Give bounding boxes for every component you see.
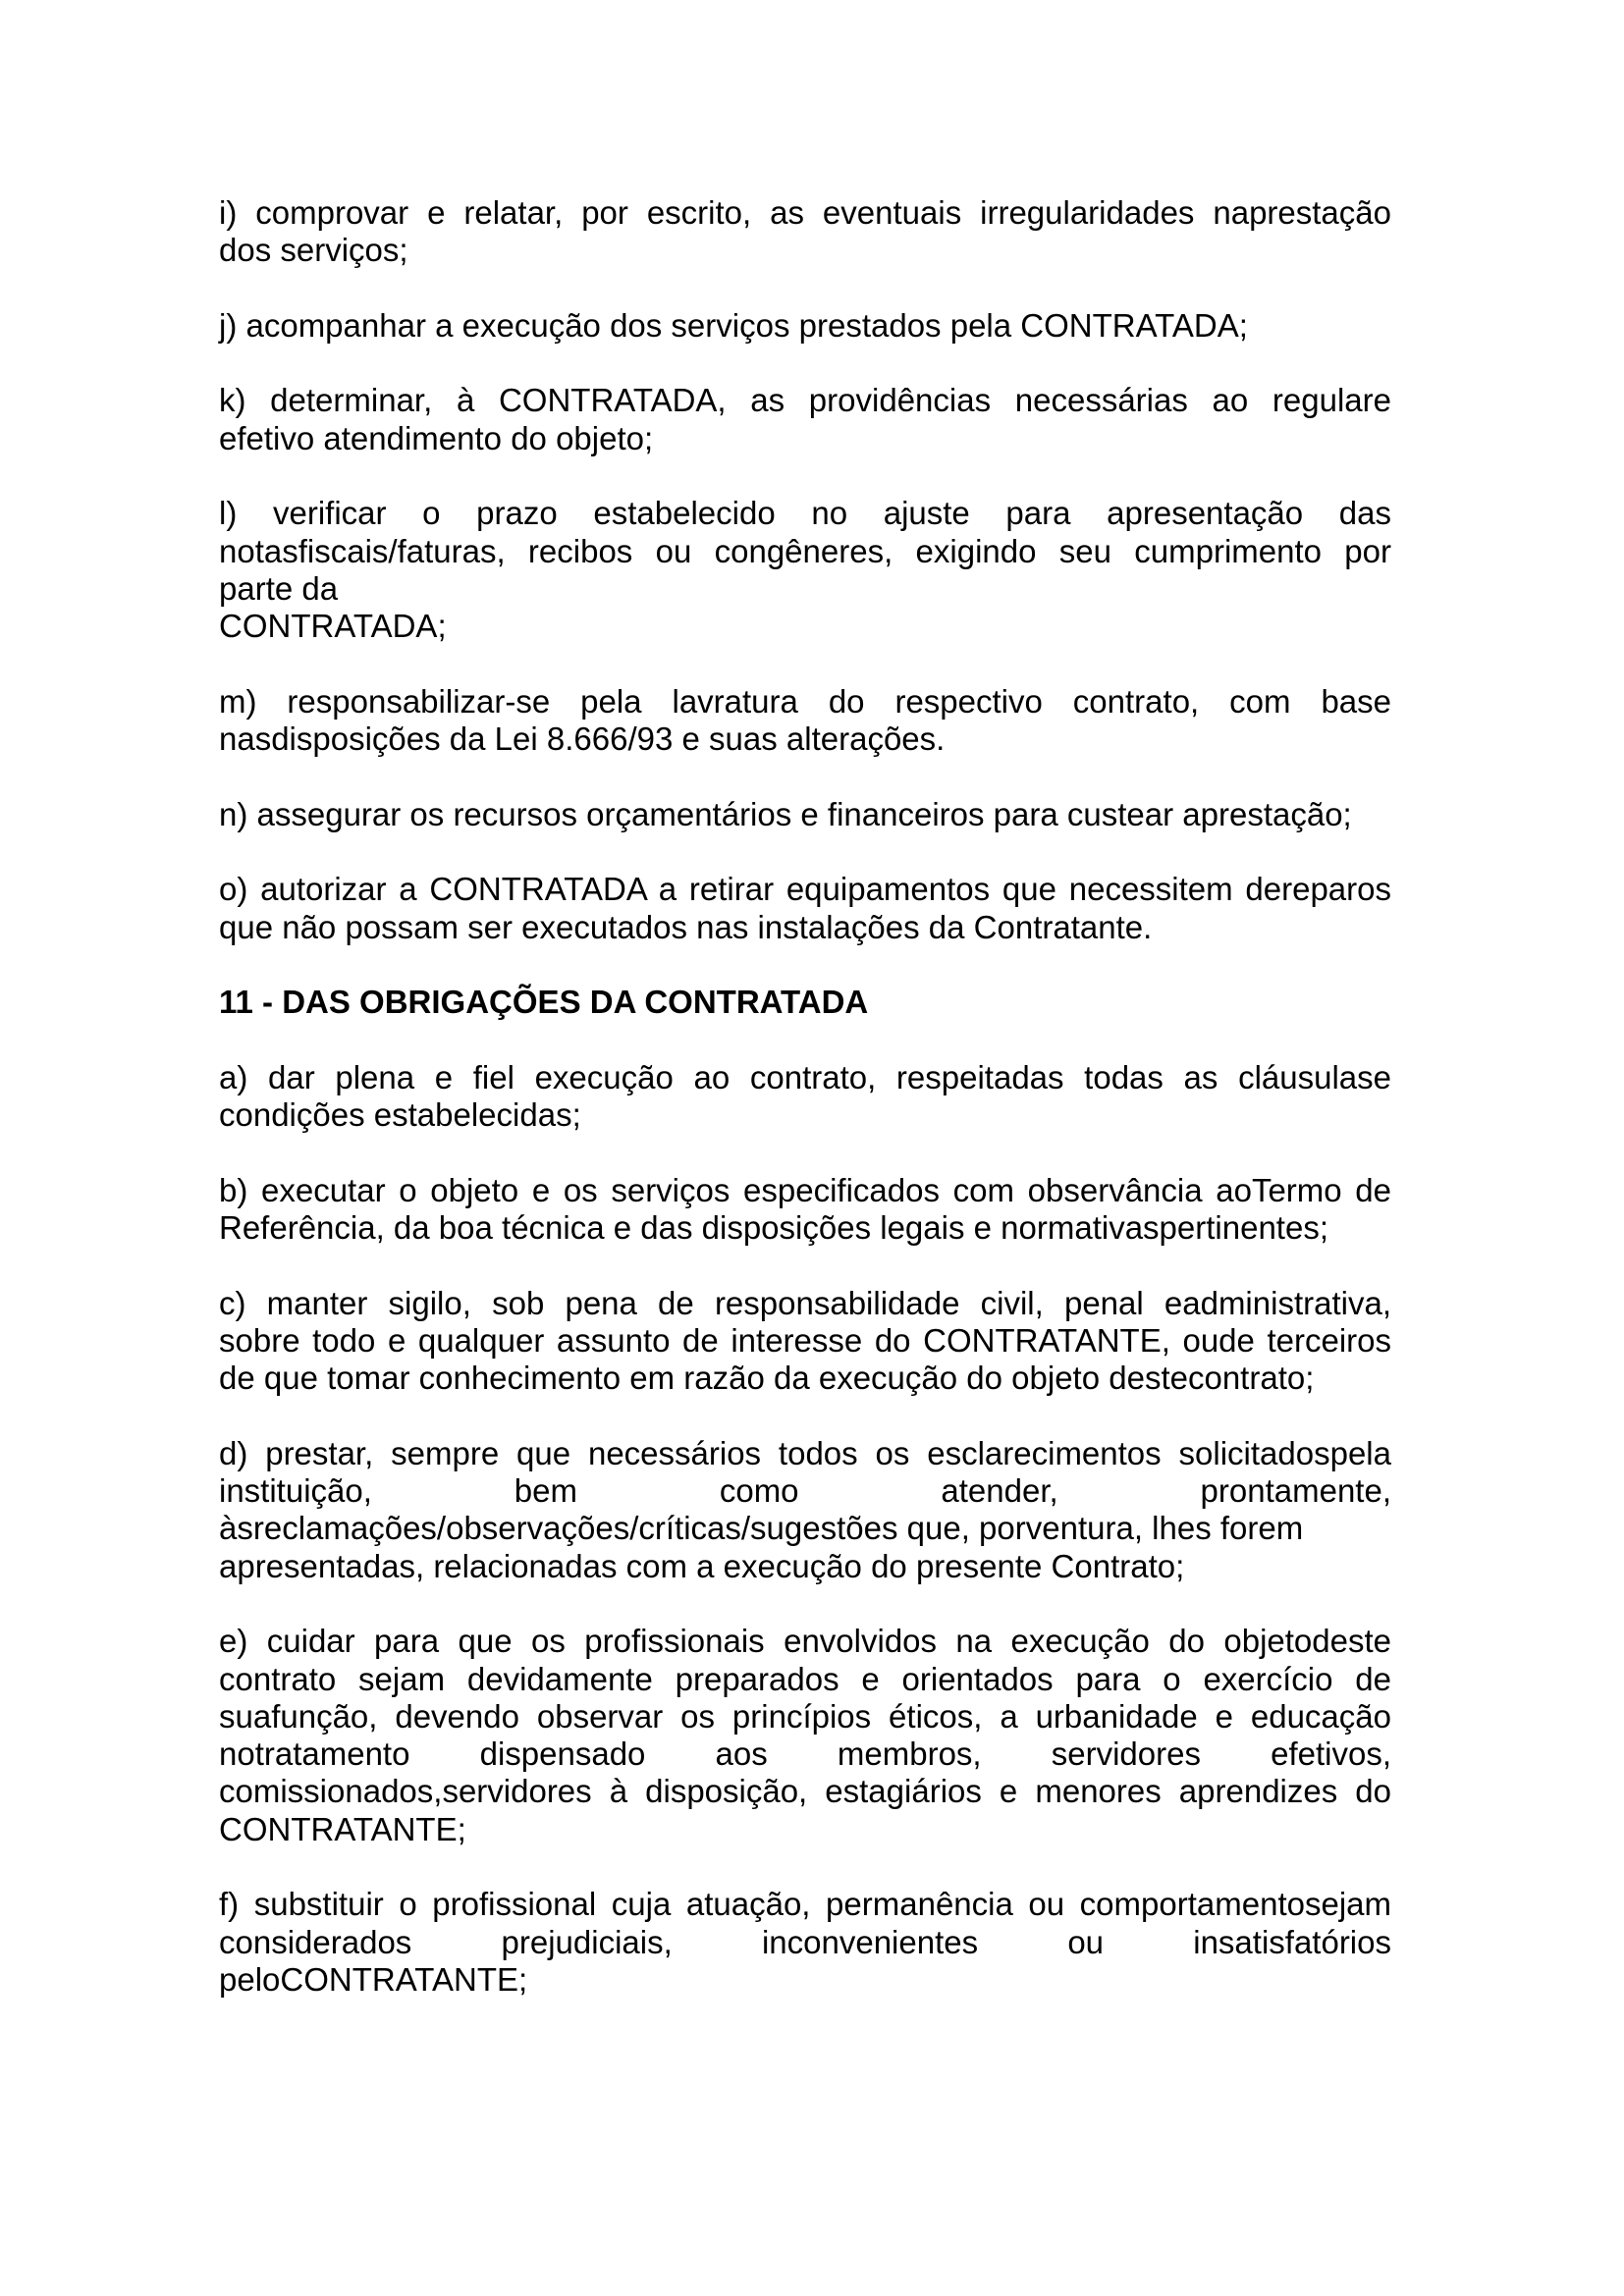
- clause-j-paragraph: [219, 307, 1391, 345]
- text-line: f) substituir o profissional cuja atuação, permanência ou comportamentosejam: [219, 1886, 1391, 1923]
- text-line: dos serviços;: [219, 232, 408, 269]
- text-line: suafunção, devendo observar os princípios éticos, a urbanidade e educação: [219, 1697, 1391, 1735]
- clause-f-paragraph: [219, 1886, 1391, 1999]
- text-line: k) determinar, à CONTRATADA, as providências necessárias ao regulare: [219, 382, 1391, 419]
- text-line: comissionados,servidores à disposição, estagiários e menores aprendizes do: [219, 1773, 1391, 1810]
- text-line: considerados prejudiciais, inconvenientes ou insatisfatórios: [219, 1923, 1391, 1960]
- clause-k-paragraph: [219, 382, 1391, 457]
- text-line: sobre todo e qualquer assunto de interesse do CONTRATANTE, oude terceiros: [219, 1321, 1391, 1359]
- text-line: notasfiscais/faturas, recibos ou congêneres, exigindo seu cumprimento por: [219, 532, 1391, 569]
- text-line: l) verificar o prazo estabelecido no ajuste para apresentação das: [219, 495, 1391, 532]
- text-line: que não possam ser executados nas instalações da Contratante.: [219, 908, 1153, 945]
- clause-b-paragraph: [219, 1172, 1391, 1248]
- text-line: j) acompanhar a execução dos serviços prestados pela CONTRATADA;: [219, 306, 1248, 344]
- text-line: d) prestar, sempre que necessários todos os esclarecimentos solicitadospela: [219, 1434, 1391, 1471]
- document-text-body: [219, 194, 1391, 2037]
- text-line: CONTRATADA;: [219, 608, 447, 645]
- clause-o-paragraph: [219, 871, 1391, 946]
- text-line: a) dar plena e fiel execução ao contrato, respeitadas todas as cláusulase: [219, 1058, 1391, 1095]
- text-line: contrato sejam devidamente preparados e orientados para o exercício de: [219, 1660, 1391, 1697]
- clause-d-paragraph: [219, 1435, 1391, 1585]
- text-line: n) assegurar os recursos orçamentários e financeiros para custear aprestação;: [219, 795, 1352, 832]
- clause-e-paragraph: [219, 1623, 1391, 1848]
- clause-m-paragraph: [219, 683, 1391, 759]
- text-line: instituição, bem como atender, prontamente,: [219, 1472, 1391, 1510]
- text-line: b) executar o objeto e os serviços especificados com observância aoTermo de: [219, 1171, 1391, 1208]
- text-line: notratamento dispensado aos membros, servidores efetivos,: [219, 1735, 1391, 1773]
- clause-n-paragraph: [219, 796, 1391, 833]
- text-line: o) autorizar a CONTRATADA a retirar equipamentos que necessitem dereparos: [219, 871, 1391, 908]
- section-11-heading: [219, 984, 1391, 1021]
- text-line: condições estabelecidas;: [219, 1096, 581, 1134]
- text-line: àsreclamações/observações/críticas/sugestões que, porventura, lhes forem: [219, 1510, 1304, 1547]
- text-line: Referência, da boa técnica e das disposições legais e normativaspertinentes;: [219, 1209, 1328, 1247]
- text-line: c) manter sigilo, sob pena de responsabilidade civil, penal eadministrativa,: [219, 1284, 1391, 1321]
- text-line: i) comprovar e relatar, por escrito, as eventuais irregularidades naprestação: [219, 194, 1391, 231]
- text-line: parte da: [219, 569, 339, 607]
- clause-c-paragraph: [219, 1285, 1391, 1398]
- clause-a-paragraph: [219, 1059, 1391, 1135]
- text-line: de que tomar conhecimento em razão da execução do objeto destecontrato;: [219, 1360, 1315, 1397]
- clause-i-paragraph: [219, 194, 1391, 270]
- clause-l-paragraph: [219, 495, 1391, 645]
- text-line: apresentadas, relacionadas com a execução do presente Contrato;: [219, 1547, 1185, 1584]
- text-line: CONTRATANTE;: [219, 1810, 466, 1847]
- text-line: nasdisposições da Lei 8.666/93 e suas alterações.: [219, 721, 946, 758]
- text-line: efetivo atendimento do objeto;: [219, 419, 654, 456]
- text-line: peloCONTRATANTE;: [219, 1960, 528, 1998]
- text-line: e) cuidar para que os profissionais envolvidos na execução do objetodeste: [219, 1623, 1391, 1660]
- section-title: 11 - DAS OBRIGAÇÕES DA CONTRATADA: [219, 984, 869, 1021]
- text-line: m) responsabilizar-se pela lavratura do respectivo contrato, com base: [219, 682, 1391, 720]
